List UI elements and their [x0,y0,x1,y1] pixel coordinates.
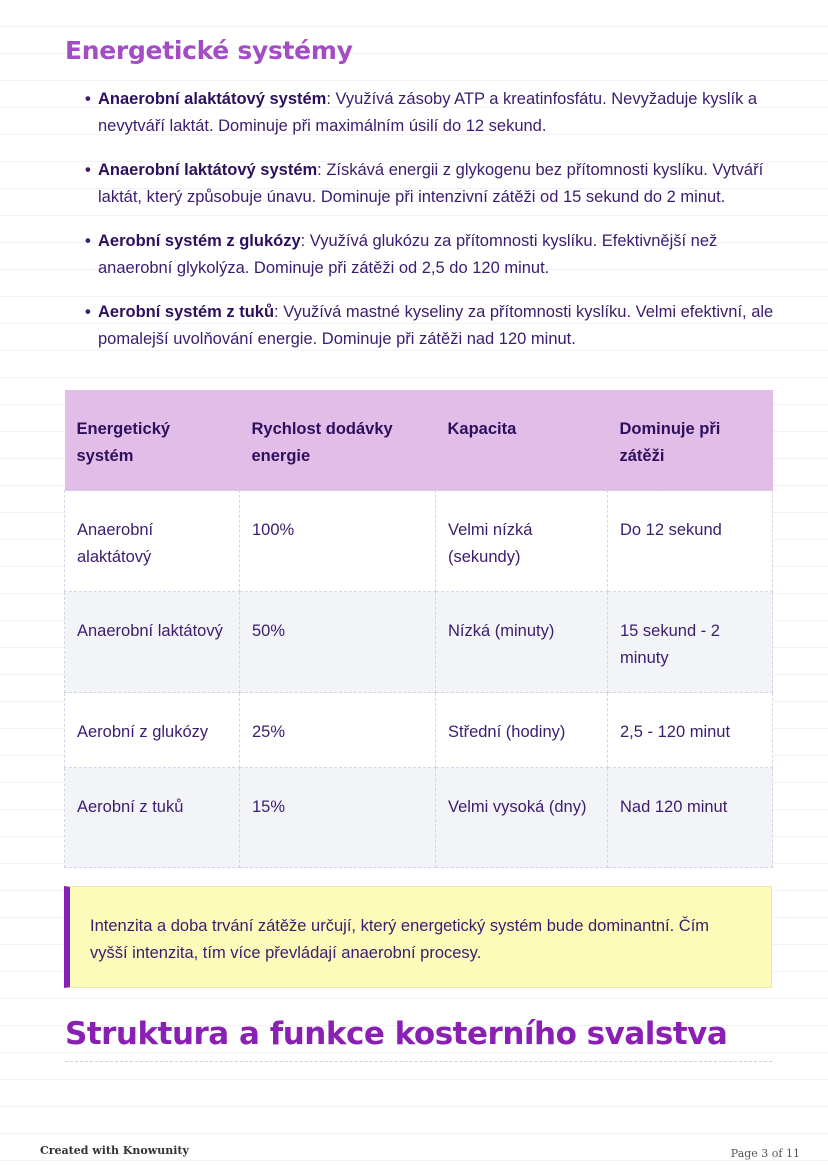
table-cell: 15 sekund - 2 minuty [608,592,773,693]
table-cell: 25% [240,693,436,768]
system-name: Aerobní systém z tuků [98,303,275,321]
list-item [85,86,785,139]
system-description: : Využívá glukózu za přítomnosti kyslíku. Efektivnější než anaerobní glykolýza. Dominuje při zátěži od 2,5 do 120 minut. [98,232,718,277]
table-row [65,491,773,592]
system-description: : Získává energii z glykogenu bez přítomnosti kyslíku. Vytváří laktát, který způsobuje únavu. Dominuje při intenzivní zátěži od 15 sekund do 2 minut. [98,161,764,206]
section-divider [65,1061,772,1062]
table-cell: Aerobní z tuků [65,768,240,868]
table-cell: 100% [240,491,436,592]
footer-created-with: Created with Knowunity [40,1144,189,1157]
list-item [85,157,785,210]
system-name: Anaerobní laktátový systém [98,161,318,179]
section-title: Energetické systémy [65,36,353,65]
system-name: Anaerobní alaktátový systém [98,90,327,108]
highlight-callout [64,886,772,988]
callout-text: Intenzita a doba trvání zátěže určují, který energetický systém bude dominantní. Čím vyšší intenzita, tím více převládají anaerobní procesy. [90,917,710,962]
list-item [85,228,785,281]
table-cell: 15% [240,768,436,868]
list-item [85,299,785,352]
table-cell: 50% [240,592,436,693]
table-header-row [65,390,773,491]
table-row [65,768,773,868]
table-cell: Nad 120 minut [608,768,773,868]
energy-systems-table [64,390,773,868]
column-header: Rychlost dodávky energie [240,390,436,491]
table-cell: Aerobní z glukózy [65,693,240,768]
system-description: : Využívá zásoby ATP a kreatinfosfátu. Nevyžaduje kyslík a nevytváří laktát. Dominuje při maximálním úsilí do 12 sekund. [98,90,758,135]
column-header: Energetický systém [65,390,240,491]
footer-page-number: Page 3 of 11 [730,1147,800,1160]
table-cell: 2,5 - 120 minut [608,693,773,768]
column-header: Dominuje při zátěži [608,390,773,491]
table-cell: Anaerobní laktátový [65,592,240,693]
table-cell: Velmi nízká (sekundy) [436,491,608,592]
table-row [65,592,773,693]
table-cell: Střední (hodiny) [436,693,608,768]
table-row [65,693,773,768]
system-description: : Využívá mastné kyseliny za přítomnosti kyslíku. Velmi efektivní, ale pomalejší uvolňování energie. Dominuje při zátěži nad 120 minut. [98,303,774,348]
next-section-title: Struktura a funkce kosterního svalstva [65,1016,728,1052]
table-cell: Nízká (minuty) [436,592,608,693]
table-cell: Anaerobní alaktátový [65,491,240,592]
system-name: Aerobní systém z glukózy [98,232,301,250]
energy-systems-list [85,86,785,370]
table-cell: Do 12 sekund [608,491,773,592]
table-cell: Velmi vysoká (dny) [436,768,608,868]
column-header: Kapacita [436,390,608,491]
